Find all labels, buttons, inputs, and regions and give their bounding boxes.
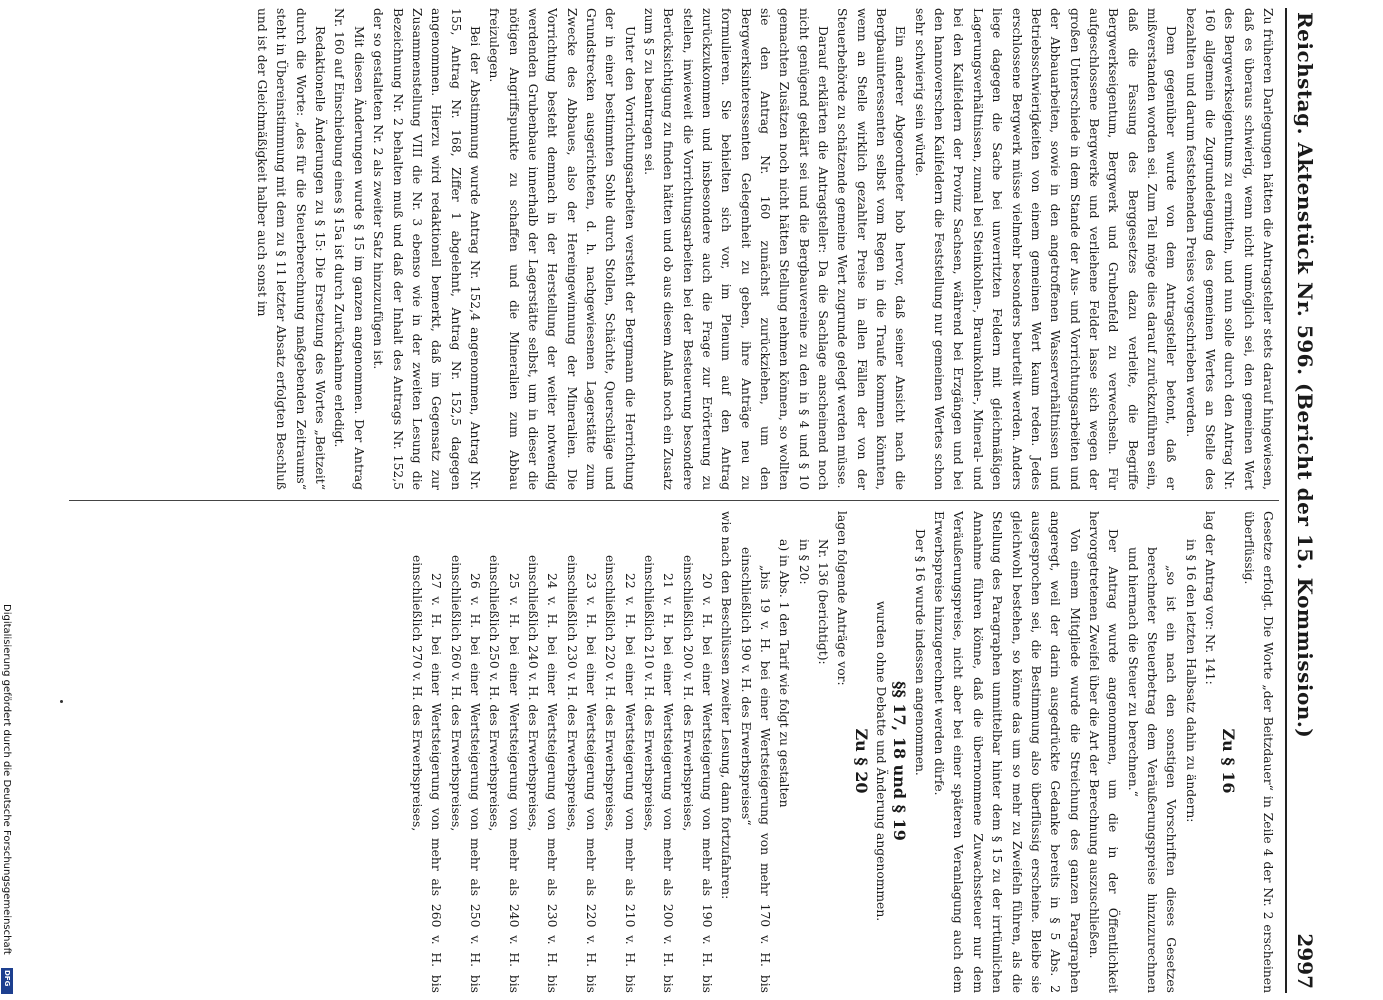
motion-intro: lagen folgende Anträge vor: (835, 511, 850, 686)
header-title: Reichstag. Aktenstück Nr. 596. (Bericht der 15. Kommission.) (1293, 12, 1317, 739)
section-note: wurden ohne Debatte und Änderung angenommen. (874, 600, 889, 922)
dfg-logo: DFG (1, 968, 13, 994)
page-number: 2997 (1293, 933, 1317, 989)
section-heading-20: Zu § 20 (851, 728, 871, 794)
paragraph: Von einem Mitgliede wurde die Streichung des ganzen Paragraphen angeregt, weil der darin ausgedrückte Gedanke bereits in § 5 Abs. 2 ausgesprochen sei, die Bestimmung also überflüssig erscheine. Bleibe sie gleichwohl bestehen, so könne das um so mehr zu Zweifeln führen, als die Stellung des Paragraphen unmittelbar hinter dem § 15 zu der irrtümlichen Annahme führen könne, daß die übernommene Zuwachssteuer nur dem Veräußerungspreise, nicht aber bei einer späteren Veranlagung auch dem Erwerbspreise hinzugerechnet werden dürfe. (932, 511, 1082, 993)
funding-sidenote (0, 604, 14, 994)
rotated-page (68, 8, 1323, 993)
section-heading-16: Zu § 16 (1219, 728, 1239, 794)
motion-quote: „so ist ein nach den sonstigen Vorschriften dieses Gesetzes berechneter Steuerbetrag dem Veräußerungspreise hinzuzurechnen und hiernach die Steuer zu berechnen.“ (1125, 547, 1179, 993)
motion-text: in § 16 den letzten Halbsatz dahin zu ändern: (1183, 539, 1198, 823)
column-divider (69, 500, 1279, 501)
motion-intro: lag der Antrag vor: Nr. 141: (1202, 511, 1217, 685)
paragraph: Gesetze erfolgt. Die Worte „der Beitzdauer“ in Zeile 4 der Nr. 2 erscheinen überflüssig. (1241, 511, 1275, 993)
paragraph: Dem gegenüber wurde von dem Antragsteller betont, daß er mißverstanden worden sei. Zum Teil möge dies darauf zurückzuführen sein, daß die Fassung des Berggesetzes dazu verleite, die Begriffe Bergwerkseigentum, Bergwerk und Grubenfeld zu verwechseln. Für aufgeschlossene Bergwerke und verliehene Felder lasse sich wegen der großen Unterschiede in dem Stande der Aus- und Vorrichtungsarbeiten und der Abbauarbeiten, sowie in den angetroffenen Wasserverhältnissen und Betriebsschwierigkeiten von einem gemeinen Wert kaum reden. Jedes erschlossene Bergwerk müsse vielmehr besonders beurteilt werden. Anders liege dagegen die Sache bei unverritzten Feldern mit gleichmäßigen Lagerungsverhältnissen, zumal bei Steinkohlen-, Braunkohlen-, Mineral- und bei den Kalifeldern der Provinz Sachsen, während bei Erzgängen und bei den hannoverschen Kalifeldern die Feststellung nur gemeinen Wertes schon sehr schwierig sein würde. (912, 8, 1179, 490)
paragraph: Mit diesen Änderungen wurde § 15 im ganzen angenommen. Der Antrag Nr. 160 auf Einschiebung eines § 15a ist durch Zurücknahme erledigt. (332, 8, 366, 490)
tariff-item: 24 v. H. bei einer Wertsteigerung von mehr als 230 v. H. bis einschließlich 240 v. H. des Erwerbspreises, (525, 555, 560, 993)
paragraph: Darauf erklärten die Antragsteller: Da die Sachlage anscheinend noch nicht genügend geklärt sei und die Bergbauvereine zu den in § 4 und § 10 gemachten Zusätzen noch nicht hätten Stellung nehmen können, so wollten sie den Antrag Nr. 160 zunächst zurückziehen, um den Bergwerksinteressenten Gelegenheit zu geben, ihre Anträge neu zu formulieren. Sie behielten sich vor, im Plenum auf den Antrag zurückzukommen und insbesondere auch die Frage zur Erörterung zu stellen, inwieweit die Vorrichtungsarbeiten bei der Besteuerung besondere Berücksichtigung zu finden hätten und ob aus diesem Anlaß noch ein Zusatz zum § 5 zu beantragen sei. (642, 8, 831, 490)
right-column (72, 511, 1277, 993)
section-heading-17-19: §§ 17, 18 und § 19 (890, 681, 910, 841)
tariff-item: 22 v. H. bei einer Wertsteigerung von mehr als 210 v. H. bis einschließlich 220 v. H. des Erwerbspreises, (603, 555, 637, 993)
paragraph: Der Antrag wurde angenommen, um die in der Öffentlichkeit hervorgetretenen Zweifel über die Art der Berechnung auszuschließen. (1086, 511, 1121, 993)
paragraph: wie nach den Beschlüssen zweiter Lesung, dann fortzufahren: (719, 511, 734, 900)
tariff-item: 25 v. H. bei einer Wertsteigerung von mehr als 240 v. H. bis einschließlich 250 v. H. des Erwerbspreises, (487, 555, 521, 993)
paragraph: Bei der Abstimmung wurde Antrag Nr. 152,4 angenommen, Antrag Nr. 155, Antrag Nr. 168, Ziffer 1 abgelehnt, Antrag Nr. 152,5 dagegen angenommen. Hierzu wird redaktionell bemerkt, daß im Gegensatz zur Zusammenstellung VIII die Nr. 3 ebenso wie in der zweiten Lesung die Bezeichnung Nr. 2 behalten muß und daß der Inhalt des Antrags Nr. 152,5 der so gestalteten Nr. 2 als zweiter Satz hinzuzufügen ist. (371, 8, 482, 490)
motion-number: Nr. 136 (berichtigt): (816, 539, 831, 665)
left-column (72, 8, 1277, 490)
tariff-item: 20 v. H. bei einer Wertsteigerung von mehr als 190 v. H. bis einschließlich 200 v. H. des Erwerbspreises, (680, 555, 715, 993)
paragraph: Der § 16 wurde indessen angenommen. (912, 529, 927, 776)
funding-sidenote-text: Digitalisierung gefördert durch die Deutsche Forschungsgemeinschaft (1, 604, 12, 955)
tariff-item: 26 v. H. bei einer Wertsteigerung von mehr als 250 v. H. bis einschließlich 260 v. H. des Erwerbspreises, (448, 555, 482, 993)
motion-quote: „bis 19 v. H. bei einer Wertsteigerung von mehr 170 v. H. bis einschließlich 190 v. H. des Erwerbspreises“ (738, 547, 773, 993)
motion-item-a: a) in Abs. 1 den Tarif wie folgt zu gestalten (777, 539, 792, 808)
page-header (1285, 8, 1323, 993)
paragraph: Redaktionelle Änderungen zu § 15: Die Ersetzung des Wortes „Beitzeit“ durch die Worte: „des für die Steuerberechnung maßgebenden Zeitraums“ steht in Übereinstimmung mit dem zu § 11 letzter Absatz erfolgten Beschluß und ist der Gleichmäßigkeit halber auch sonst im (255, 8, 328, 490)
paragraph: Ein anderer Abgeordneter hob hervor, daß seiner Ansicht nach die Bergbauinteressenten selbst vom Regen in die Traufe kommen könnten, wenn an Stelle wirklich gezahlter Preise in allen Fällen der von der Steuerbehörde zu schätzende gemeine Wert zugrunde gelegt werden müsse. (835, 8, 908, 490)
paragraph: Zu früheren Darlegungen hätten die Antragsteller stets darauf hingewiesen, daß es überaus schwierig, wenn nicht unmöglich sei, den gemeinen Wert des Bergwerkseigentums zu ermitteln, und nun solle durch den Antrag Nr. 160 allgemein die Zugrundelegung des gemeinen Wertes an Stelle des bezahlten und darum feststehenden Preises vorgeschrieben werden. (1183, 8, 1275, 490)
paragraph: Unter den Vorrichtungsarbeiten versteht der Bergmann die Herrichtung der in einer bestimmten Sohle durch Stollen, Schächte, Querschläge und Grundstrecken ausgerichteten, d. h. nachgewiesenen Lagerstätte zum Zwecke des Abbaues, also der Hereingewinnung der Mineralien. Die Vorrichtung besteht demnach in der Herstellung der weiter notwendig werdenden Grubenbaue innerhalb der Lagerstätte selbst, um in dieser die nötigen Angriffspunkte zu schaffen und die Mineralien zum Abbau freizulegen. (487, 8, 637, 490)
tariff-item: 27 v. H. bei einer Wertsteigerung von mehr als 260 v. H. bis einschließlich 270 v. H. des Erwerbspreises, (409, 555, 444, 993)
scan-speck (60, 700, 63, 703)
tariff-item: 23 v. H. bei einer Wertsteigerung von mehr als 220 v. H. bis einschließlich 230 v. H. des Erwerbspreises, (564, 555, 598, 993)
tariff-item: 21 v. H. bei einer Wertsteigerung von mehr als 200 v. H. bis einschließlich 210 v. H. des Erwerbspreises, (642, 555, 676, 993)
motion-text: in § 20: (796, 539, 811, 585)
